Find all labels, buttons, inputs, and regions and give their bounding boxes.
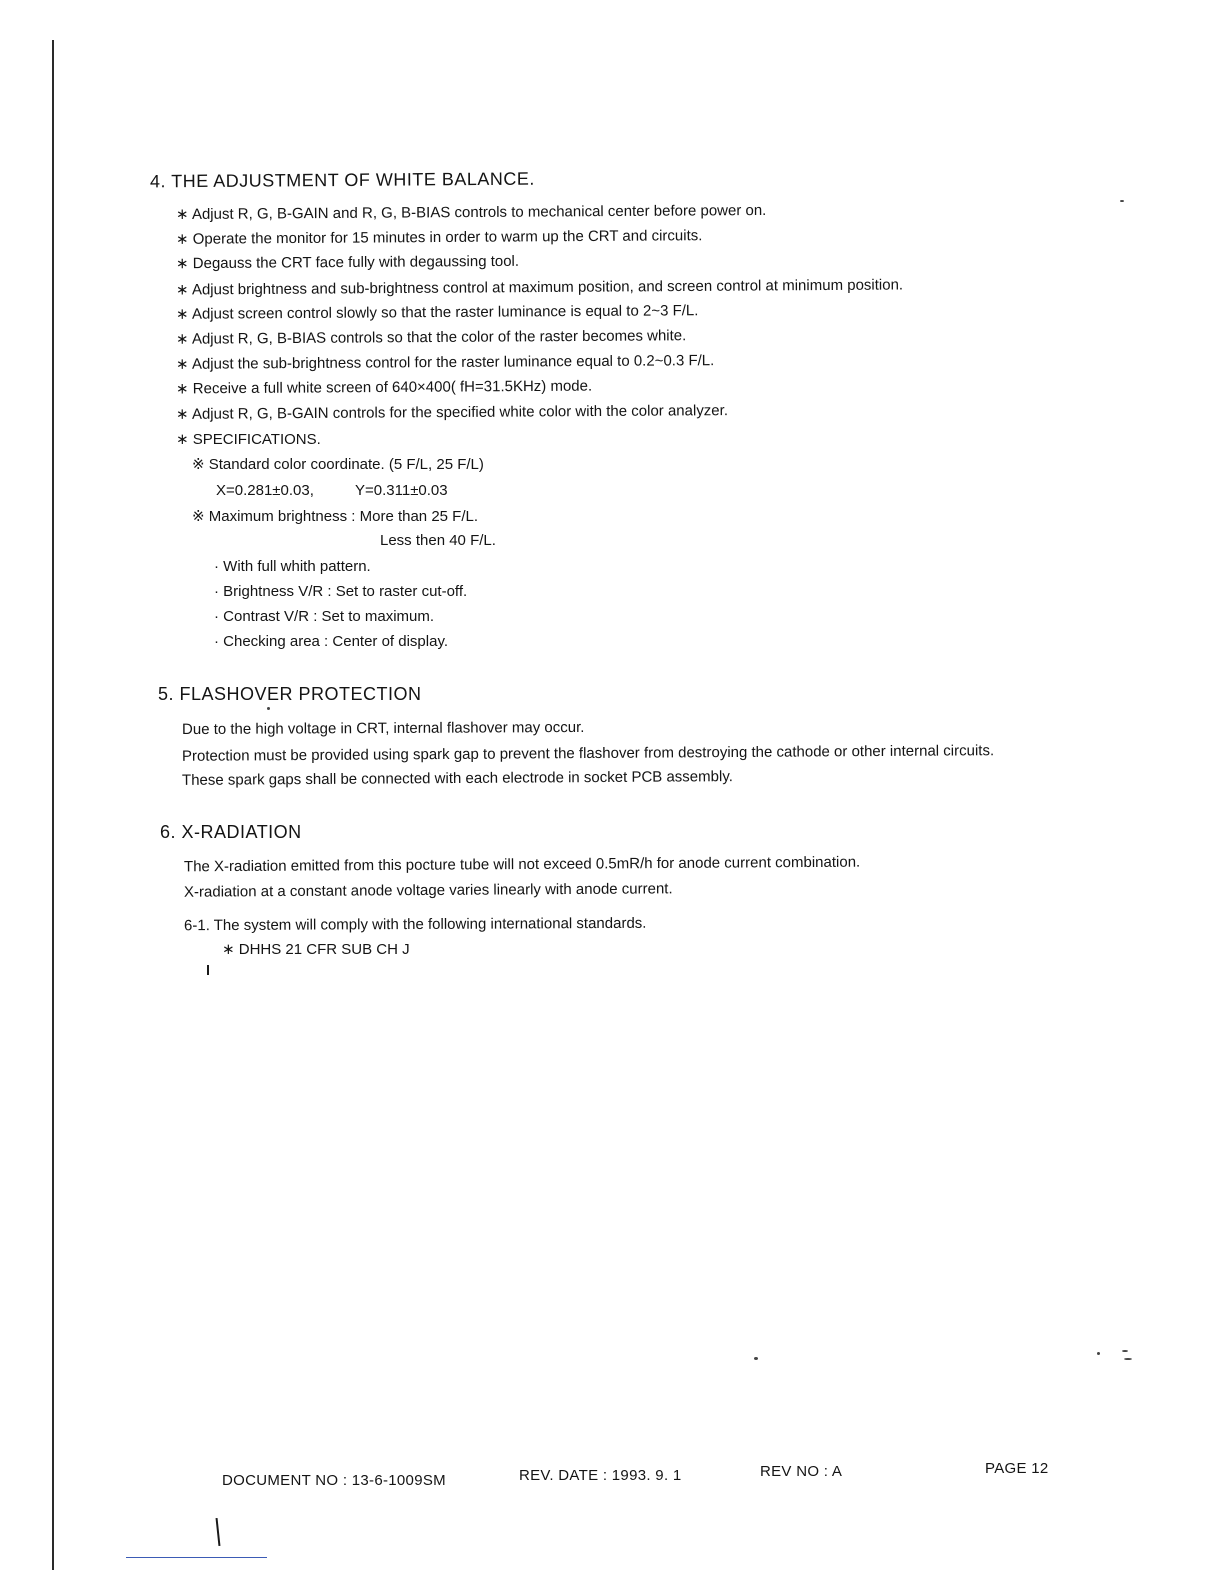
- sub-section-heading: 6-1. The system will comply with the following international standards.: [183, 914, 647, 935]
- step-item: ∗ Receive a full white screen of 640×400( fH=31.5KHz) mode.: [175, 377, 593, 398]
- step-item: ∗ Adjust the sub-brightness control for the raster luminance equal to 0.2~0.3 F/L.: [175, 352, 715, 373]
- document-number: DOCUMENT NO : 13-6-1009SM: [222, 1472, 446, 1489]
- paragraph-line: Protection must be provided using spark gap to prevent the flashover from destroying the cathode or other internal circuits.: [181, 742, 995, 765]
- step-item: ∗ Adjust brightness and sub-brightness control at maximum position, and screen control at minimum position.: [175, 276, 904, 299]
- paragraph-line: The X-radiation emitted from this pocture tube will not exceed 0.5mR/h for anode current combination.: [183, 853, 861, 876]
- scan-speck: [1120, 200, 1124, 202]
- spec-color-coordinate: ※ Standard color coordinate. (5 F/L, 25 F/L): [192, 456, 484, 473]
- scan-speck: [267, 707, 270, 710]
- scan-mark: [207, 965, 209, 975]
- standard-item: ∗ DHHS 21 CFR SUB CH J: [222, 941, 410, 958]
- scan-speck: [1097, 1352, 1100, 1355]
- scan-speck: [1122, 1350, 1128, 1352]
- scan-speck: [754, 1357, 758, 1360]
- spec-x-value: X=0.281±0.03,: [216, 482, 314, 499]
- section-6-heading: 6. X-RADIATION: [160, 822, 302, 842]
- step-item: ∗ Adjust R, G, B-GAIN and R, G, B-BIAS controls to mechanical center before power on.: [175, 201, 767, 224]
- page-left-edge: [52, 40, 54, 1570]
- step-item: ∗ Operate the monitor for 15 minutes in order to warm up the CRT and circuits.: [175, 227, 703, 248]
- condition-item: · Contrast V/R : Set to maximum.: [214, 608, 435, 625]
- step-item: ∗ Adjust R, G, B-BIAS controls so that the color of the raster becomes white.: [175, 327, 687, 348]
- scan-speck: [1124, 1358, 1132, 1360]
- paragraph-line: Due to the high voltage in CRT, internal flashover may occur.: [181, 718, 585, 739]
- step-item: ∗ Degauss the CRT face fully with degaussing tool.: [175, 252, 520, 273]
- step-item: ∗ Adjust R, G, B-GAIN controls for the specified white color with the color analyzer.: [175, 402, 729, 423]
- spec-y-value: Y=0.311±0.03: [355, 482, 448, 499]
- bottom-rule: [126, 1557, 267, 1558]
- condition-item: · With full whith pattern.: [214, 558, 371, 575]
- scan-mark: [216, 1518, 221, 1546]
- revision-date: REV. DATE : 1993. 9. 1: [519, 1467, 682, 1484]
- revision-number: REV NO : A: [760, 1463, 843, 1480]
- spec-max-brightness: ※ Maximum brightness : More than 25 F/L.: [192, 508, 479, 525]
- condition-item: · Brightness V/R : Set to raster cut-off.: [214, 583, 468, 600]
- page-number: PAGE 12: [985, 1460, 1049, 1477]
- paragraph-line: These spark gaps shall be connected with each electrode in socket PCB assembly.: [181, 768, 733, 789]
- spec-max-brightness-limit: Less then 40 F/L.: [380, 532, 496, 549]
- step-item: ∗ Adjust screen control slowly so that the raster luminance is equal to 2~3 F/L.: [175, 302, 699, 323]
- condition-item: · Checking area : Center of display.: [214, 633, 449, 650]
- section-5-heading: 5. FLASHOVER PROTECTION: [158, 684, 422, 704]
- specifications-label: ∗ SPECIFICATIONS.: [176, 431, 321, 448]
- section-4-heading: 4. THE ADJUSTMENT OF WHITE BALANCE.: [149, 168, 535, 192]
- paragraph-line: X-radiation at a constant anode voltage varies linearly with anode current.: [183, 880, 673, 901]
